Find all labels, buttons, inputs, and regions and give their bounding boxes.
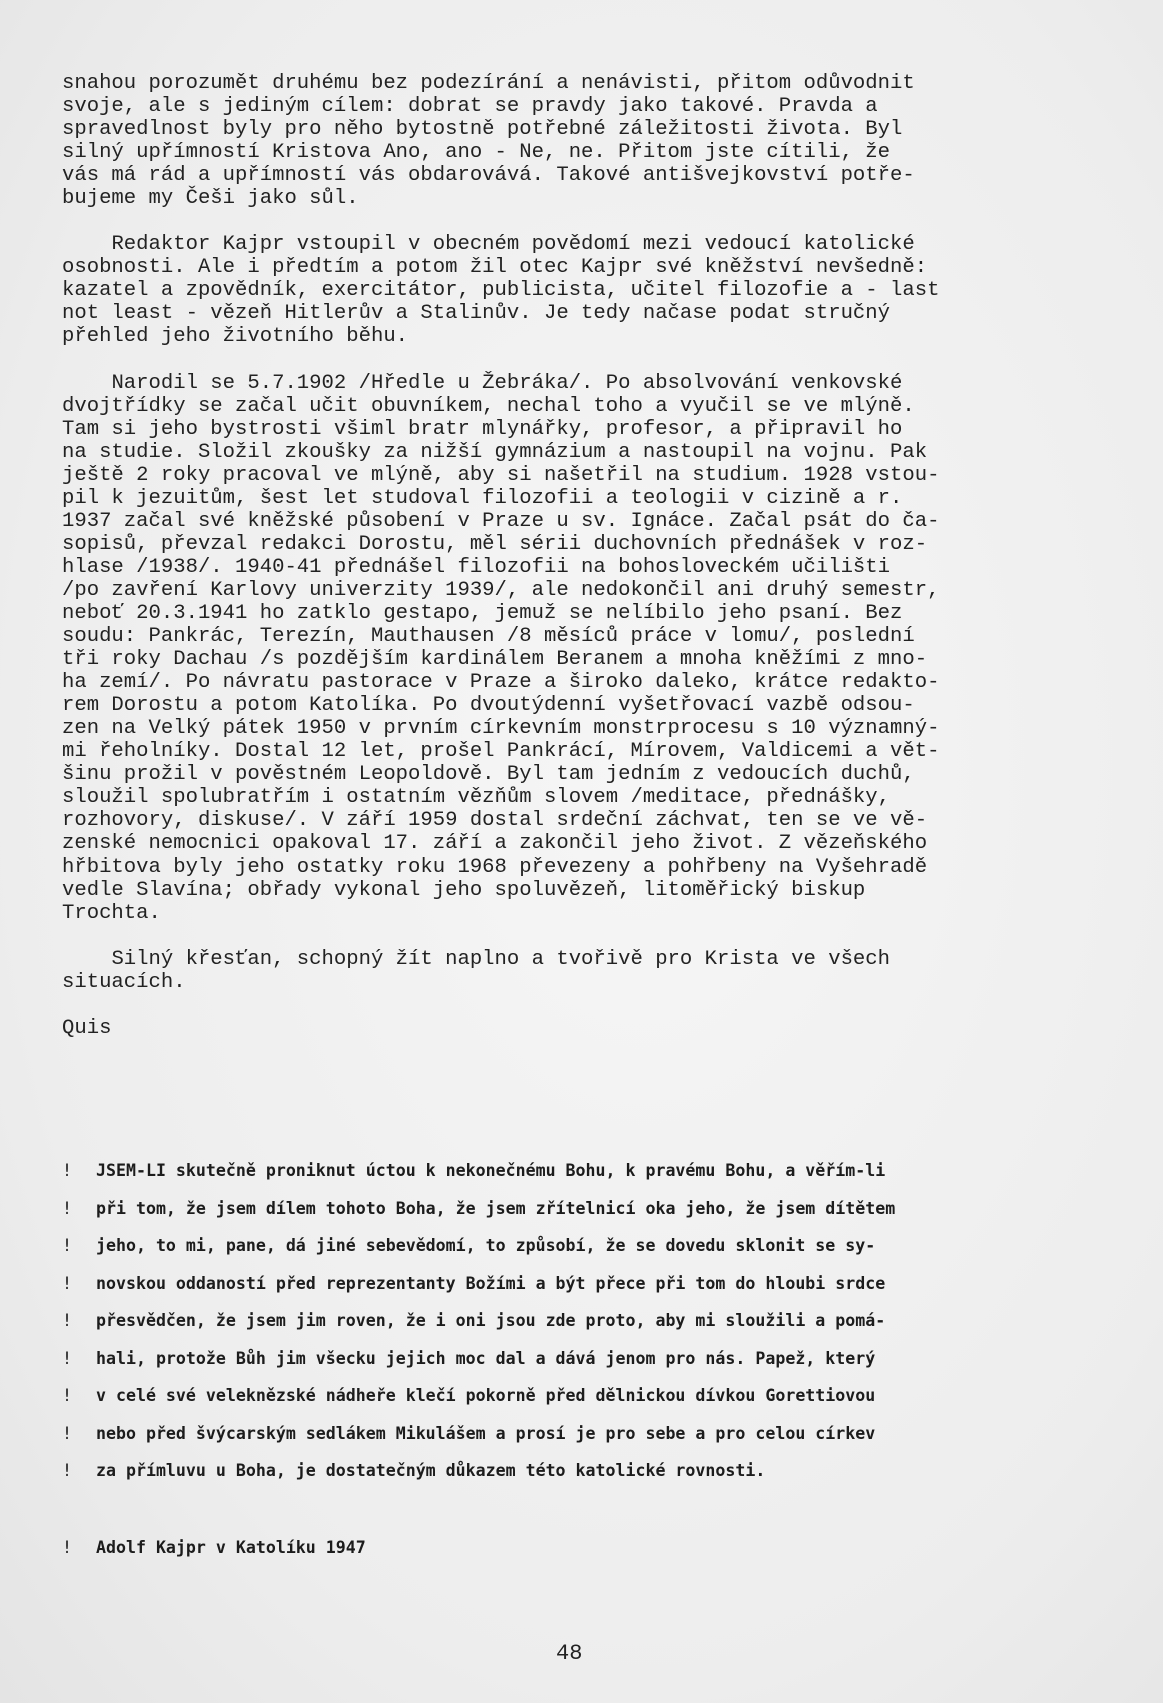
text-line: Tam si jeho bystrosti všiml bratr mlynářky, profesor, a připravil ho (62, 417, 903, 441)
quote-line: ! za přímluvu u Boha, je dostatečným důkazem této katolické rovnosti. (62, 1461, 766, 1480)
text-line: not least - vězeň Hitlerův a Stalinův. Je tedy načase podat stručný (62, 302, 891, 326)
text-line: dvojtřídky se začal učit obuvníkem, nechal toho a vyučil se ve mlýně. (62, 394, 915, 418)
text-line: situacích. (62, 970, 186, 994)
quote-line: ! hali, protože Bůh jim všecku jejich moc dal a dává jenom pro nás. Papež, který (62, 1348, 876, 1368)
paragraph (62, 233, 1122, 348)
quote-marker: ! (62, 1236, 72, 1255)
quote-attribution (62, 1538, 366, 1557)
text-line: pil k jezuitům, šest let studoval filozofii a teologii v cizině a r. (62, 486, 903, 510)
text-line: přehled jeho životního běhu. (62, 325, 409, 349)
attribution-text: Adolf Kajpr v Katolíku 1947 (96, 1538, 366, 1557)
quote-line: ! jeho, to mi, pane, dá jiné sebevědomí, to způsobí, že se dovedu sklonit se sy- (62, 1236, 876, 1255)
text-line: /po zavření Karlovy univerzity 1939/, ale nedokončil ani druhý semestr, (62, 578, 940, 602)
paragraph (62, 948, 1122, 994)
text-line: rem Dorostu a potom Katolíka. Po dvoutýdenní vyšetřovací vazbě odsou- (62, 694, 915, 718)
text-line: sopisů, převzal redakci Dorostu, měl sérii duchovních přednášek v roz- (62, 532, 928, 556)
text-line: bujeme my Češi jako sůl. (62, 187, 359, 211)
quote-marker: ! (62, 1273, 72, 1293)
text-line: zenské nemocnici opakoval 17. září a zakončil jeho život. Z vězeňského (62, 832, 928, 856)
text-line: tři roky Dachau /s pozdějším kardinálem Beranem a mnoha kněžími z mno- (62, 648, 928, 672)
text-line: spravedlnost byly pro něho bytostně potřebné záležitosti života. Byl (62, 118, 903, 142)
quote-line: ! nebo před švýcarským sedlákem Mikulášem a prosí je pro sebe a pro celou církev (62, 1423, 876, 1443)
quote-marker: ! (62, 1311, 72, 1330)
text-line: svoje, ale s jediným cílem: dobrat se pravdy jako takové. Pravda a (62, 95, 878, 119)
text-line: Quis (62, 1016, 112, 1040)
text-line: mi řeholníky. Dostal 12 let, prošel Pankrácí, Mírovem, Valdicemi a vět- (62, 740, 940, 764)
text-line: vás má rád a upřímností vás obdarovává. Takové antišvejkovství potře- (62, 164, 915, 188)
quote-block (62, 1161, 1112, 1499)
text-line: kazatel a zpovědník, exercitátor, publicista, učitel filozofie a - last (62, 279, 940, 303)
text-line: Trochta. (62, 901, 161, 925)
text-line: osobnosti. Ale i předtím a potom žil otec Kajpr své kněžství nevšedně: (62, 256, 928, 280)
text-line: ještě 2 roky pracoval ve mlýně, aby si našetřil na studium. 1928 vstou- (62, 463, 940, 487)
quote-line: ! v celé své veleknězské nádheře klečí pokorně před dělnickou dívkou Gorettiovou (62, 1386, 876, 1405)
quote-line: ! novskou oddaností před reprezentanty Božími a být přece při tom do hloubi srdce (62, 1273, 886, 1293)
text-line: sloužil spolubratřím i ostatním vězňům slovem /meditace, přednášky, (62, 786, 891, 810)
text-line: Narodil se 5.7.1902 /Hředle u Žebráka/. Po absolvování venkovské (111, 371, 903, 395)
text-line: vedle Slavína; obřady vykonal jeho spoluvězeň, litoměřický biskup (62, 878, 866, 902)
text-line: neboť 20.3.1941 ho zatklo gestapo, jemuž se nelíbilo jeho psaní. Bez (62, 601, 903, 625)
text-line: zen na Velký pátek 1950 v prvním církevním monstrprocesu s 10 významný- (62, 717, 940, 741)
quote-marker: ! (62, 1161, 72, 1180)
quote-marker: ! (62, 1386, 72, 1405)
article-body (62, 72, 1122, 1040)
text-line: 1937 začal své kněžské působení v Praze u sv. Ignáce. Začal psát do ča- (62, 509, 940, 533)
quote-line: ! při tom, že jsem dílem tohoto Boha, že jsem zřítelnicí oka jeho, že jsem dítětem (62, 1198, 896, 1218)
page-number: 48 (556, 1641, 583, 1666)
text-line: rozhovory, diskuse/. V září 1959 dostal srdeční záchvat, ten se ve vě- (62, 809, 928, 833)
quote-line: ! přesvědčen, že jsem jim roven, že i oni jsou zde proto, aby mi sloužili a pomá- (62, 1311, 886, 1330)
text-line: Redaktor Kajpr vstoupil v obecném povědomí mezi vedoucí katolické (111, 233, 915, 257)
text-line: hlase /1938/. 1940-41 přednášel filozofii na bohosloveckém učilišti (62, 555, 891, 579)
text-line: hřbitova byly jeho ostatky roku 1968 převezeny a pohřbeny na Vyšehradě (62, 855, 928, 879)
text-line: snahou porozumět druhému bez podezírání a nenávisti, přitom odůvodnit (62, 72, 915, 95)
quote-marker: ! (62, 1198, 72, 1218)
paragraph (62, 372, 1122, 925)
text-line: silný upřímností Kristova Ano, ano - Ne, ne. Přitom jste cítili, že (62, 141, 891, 165)
text-line: šinu prožil v pověstném Leopoldově. Byl tam jedním z vedoucích duchů, (62, 763, 915, 787)
paragraph (62, 72, 1122, 210)
quote-marker: ! (62, 1461, 72, 1480)
quote-marker: ! (62, 1423, 72, 1443)
quote-marker: ! (62, 1348, 72, 1368)
signature-quis (62, 1017, 1122, 1040)
text-line: na studie. Složil zkoušky za nižší gymnázium a nastoupil na vojnu. Pak (62, 440, 928, 464)
text-line: Silný křesťan, schopný žít naplno a tvořivě pro Krista ve všech (111, 947, 891, 971)
text-line: soudu: Pankrác, Terezín, Mauthausen /8 měsíců práce v lomu/, poslední (62, 625, 915, 649)
quote-marker: ! (62, 1538, 72, 1557)
quote-line: ! JSEM-LI skutečně proniknut úctou k nekonečnému Bohu, k pravému Bohu, a věřím-li (62, 1161, 886, 1180)
text-line: ha zemí/. Po návratu pastorace v Praze a široko daleko, krátce redakto- (62, 671, 940, 695)
